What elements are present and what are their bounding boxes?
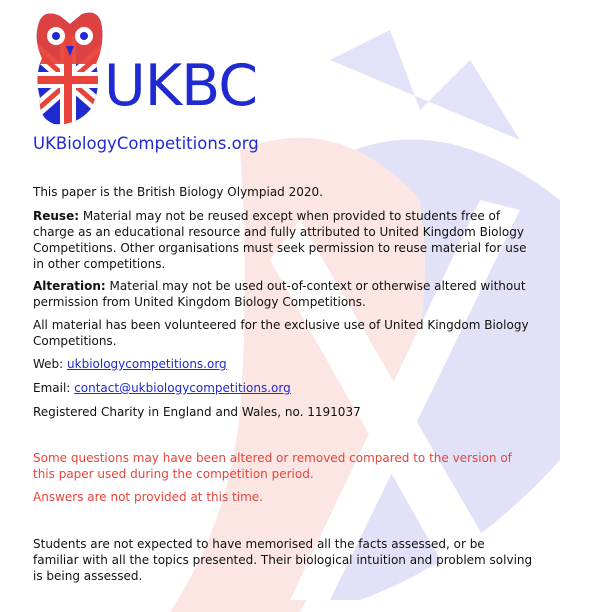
alteration-text: Material may not be used out-of-context or otherwise altered without permission from United Kingdom Biology Competitions. — [33, 279, 526, 309]
web-label: Web: — [33, 357, 68, 371]
email-label: Email: — [33, 381, 75, 395]
charity-line: Registered Charity in England and Wales, no. 1191037 — [33, 405, 361, 419]
web-line — [33, 356, 227, 372]
alteration-paragraph — [33, 278, 533, 310]
email-line — [33, 380, 291, 396]
reuse-paragraph — [33, 208, 533, 272]
answers-notice: Answers are not provided at this time. — [33, 490, 263, 504]
disclaimer-paragraph: Students are not expected to have memorised all the facts assessed, or be familiar with all the topics presented. Their biological intuition and problem solving is being assessed. — [33, 537, 533, 583]
web-link[interactable]: ukbiologycompetitions.org — [67, 357, 227, 371]
owl-union-flag-icon — [30, 6, 110, 126]
site-url-title: UKBiologyCompetitions.org — [33, 134, 259, 153]
email-link[interactable]: contact@ukbiologycompetitions.org — [74, 381, 291, 395]
ukbc-wordmark: UKBC — [104, 53, 258, 119]
reuse-text: Material may not be reused except when provided to students free of charge as an educational resource and fully attributed to United Kingdom Biology Competitions. Other organisations must seek permission to reuse material for use in other competitions. — [33, 209, 527, 271]
reuse-label: Reuse: — [33, 209, 80, 223]
altered-notice: Some questions may have been altered or removed compared to the version of this paper used during the competition period. — [33, 451, 512, 481]
alteration-label: Alteration: — [33, 279, 106, 293]
volunteered-paragraph: All material has been volunteered for the exclusive use of United Kingdom Biology Competitions. — [33, 318, 529, 348]
intro-paragraph: This paper is the British Biology Olympiad 2020. — [33, 185, 323, 199]
